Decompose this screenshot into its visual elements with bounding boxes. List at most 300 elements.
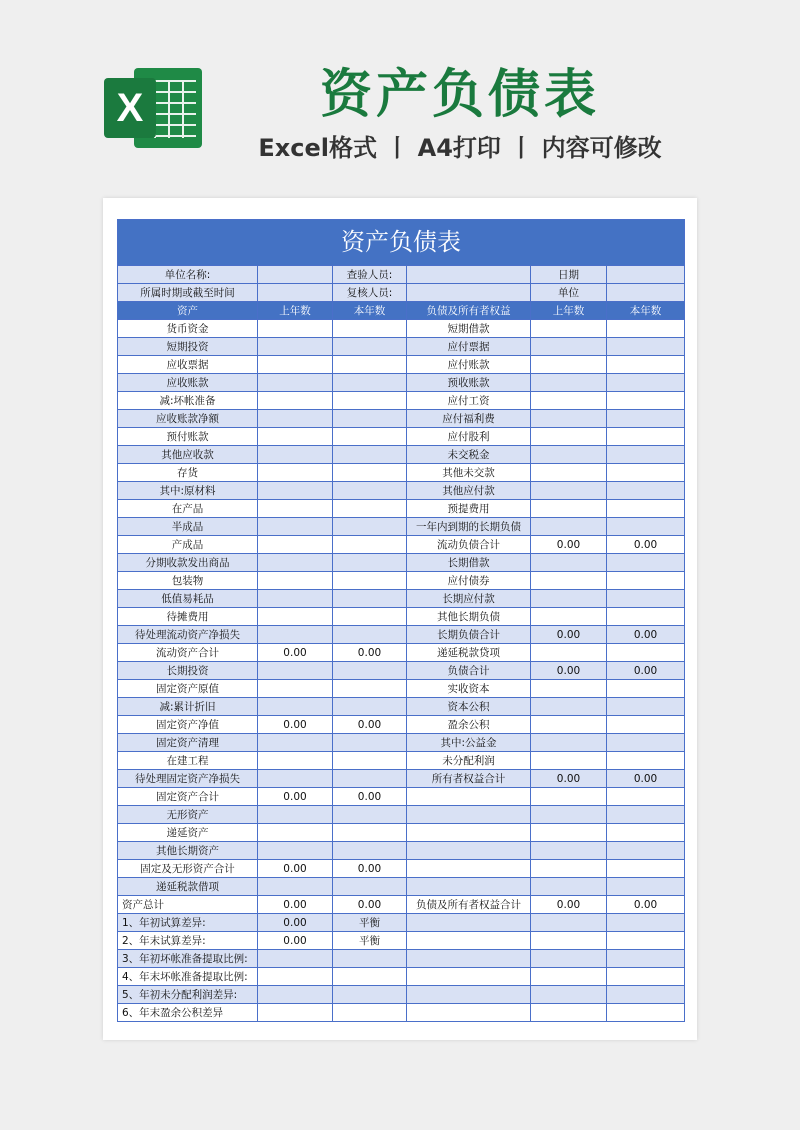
table-cell[interactable] (258, 464, 333, 482)
table-cell[interactable]: 其他长期负债 (407, 608, 531, 626)
table-row (118, 950, 685, 968)
table-cell[interactable]: 0.00 (333, 788, 407, 806)
table-cell[interactable] (258, 554, 333, 572)
table-cell[interactable] (607, 842, 685, 860)
table-cell[interactable] (258, 482, 333, 500)
table-cell[interactable]: 0.00 (607, 770, 685, 788)
table-cell[interactable]: 0.00 (607, 536, 685, 554)
table-cell[interactable]: 0.00 (333, 716, 407, 734)
table-row (118, 536, 685, 554)
table-cell[interactable] (607, 788, 685, 806)
table-cell[interactable] (258, 626, 333, 644)
table-cell[interactable] (333, 608, 407, 626)
column-header-row (118, 302, 685, 320)
table-cell[interactable] (333, 356, 407, 374)
table-cell[interactable] (531, 446, 607, 464)
table-cell[interactable]: 应付工资 (407, 392, 531, 410)
table-cell[interactable] (607, 914, 685, 932)
table-cell[interactable]: 0.00 (531, 626, 607, 644)
table-cell[interactable] (333, 446, 407, 464)
table-cell[interactable] (531, 734, 607, 752)
table-cell[interactable]: 0.00 (607, 626, 685, 644)
table-cell[interactable] (607, 428, 685, 446)
table-cell[interactable] (333, 842, 407, 860)
table-cell[interactable]: 待处理流动资产净损失 (118, 626, 258, 644)
table-cell[interactable]: 低值易耗品 (118, 590, 258, 608)
table-cell[interactable] (531, 752, 607, 770)
table-cell[interactable] (407, 950, 531, 968)
table-cell[interactable] (607, 968, 685, 986)
table-cell[interactable] (258, 986, 333, 1004)
table-cell[interactable] (333, 770, 407, 788)
table-cell[interactable]: 减:累计折旧 (118, 698, 258, 716)
table-cell[interactable] (333, 698, 407, 716)
table-cell[interactable]: 0.00 (258, 716, 333, 734)
table-cell[interactable] (407, 824, 531, 842)
table-cell[interactable] (607, 644, 685, 662)
table-cell[interactable] (407, 968, 531, 986)
table-cell[interactable] (333, 662, 407, 680)
table-cell[interactable] (333, 752, 407, 770)
table-cell[interactable]: 0.00 (531, 770, 607, 788)
table-cell[interactable]: 0.00 (258, 932, 333, 950)
table-cell[interactable] (333, 986, 407, 1004)
table-cell[interactable]: 货币资金 (118, 320, 258, 338)
template-header (0, 0, 800, 190)
table-cell[interactable] (531, 860, 607, 878)
table-cell[interactable]: 5、年初未分配利润差异: (118, 986, 258, 1004)
table-row (118, 734, 685, 752)
table-cell[interactable] (531, 680, 607, 698)
table-cell[interactable] (531, 410, 607, 428)
table-cell[interactable]: 平衡 (333, 914, 407, 932)
table-cell[interactable] (607, 410, 685, 428)
table-row (118, 590, 685, 608)
table-cell[interactable]: 所属时期或截至时间 (118, 284, 258, 302)
table-cell[interactable] (531, 842, 607, 860)
table-row (118, 644, 685, 662)
table-cell[interactable]: 预提费用 (407, 500, 531, 518)
table-cell[interactable]: 一年内到期的长期负债 (407, 518, 531, 536)
table-cell[interactable] (531, 698, 607, 716)
table-cell[interactable]: 无形资产 (118, 806, 258, 824)
table-row (118, 770, 685, 788)
table-cell[interactable]: 半成品 (118, 518, 258, 536)
table-cell[interactable] (258, 266, 333, 284)
table-cell[interactable]: 本年数 (607, 302, 685, 320)
table-cell[interactable]: 0.00 (258, 788, 333, 806)
table-row (118, 554, 685, 572)
table-cell[interactable]: 0.00 (607, 662, 685, 680)
table-cell[interactable]: 资产 (118, 302, 258, 320)
table-cell[interactable] (407, 266, 531, 284)
table-cell[interactable]: 平衡 (333, 932, 407, 950)
table-cell[interactable] (531, 320, 607, 338)
table-cell[interactable] (607, 320, 685, 338)
table-cell[interactable]: 0.00 (531, 536, 607, 554)
table-cell[interactable] (531, 806, 607, 824)
table-row (118, 500, 685, 518)
table-cell[interactable] (531, 878, 607, 896)
table-cell[interactable] (607, 716, 685, 734)
table-cell[interactable] (258, 950, 333, 968)
table-cell[interactable] (333, 500, 407, 518)
table-cell[interactable]: 1、年初试算差异: (118, 914, 258, 932)
table-cell[interactable] (607, 932, 685, 950)
table-cell[interactable] (333, 464, 407, 482)
table-cell[interactable] (258, 608, 333, 626)
table-cell[interactable] (258, 356, 333, 374)
table-row (118, 680, 685, 698)
table-cell[interactable] (258, 752, 333, 770)
table-cell[interactable]: 0.00 (531, 896, 607, 914)
table-cell[interactable] (531, 338, 607, 356)
meta-row (118, 284, 685, 302)
balance-sheet-table (117, 219, 685, 1022)
table-cell[interactable] (607, 500, 685, 518)
table-cell[interactable]: 减:坏帐准备 (118, 392, 258, 410)
table-cell[interactable] (531, 1004, 607, 1022)
table-cell[interactable] (258, 698, 333, 716)
table-cell[interactable] (607, 284, 685, 302)
table-cell[interactable] (333, 950, 407, 968)
table-cell[interactable] (531, 608, 607, 626)
table-cell[interactable]: 其中:公益金 (407, 734, 531, 752)
table-cell[interactable] (607, 608, 685, 626)
table-cell[interactable] (258, 734, 333, 752)
table-cell[interactable] (258, 842, 333, 860)
table-cell[interactable]: 负债合计 (407, 662, 531, 680)
table-cell[interactable]: 0.00 (258, 896, 333, 914)
table-cell[interactable] (333, 482, 407, 500)
table-cell[interactable] (333, 554, 407, 572)
table-cell[interactable]: 递延资产 (118, 824, 258, 842)
table-cell[interactable]: 查验人员: (333, 266, 407, 284)
table-cell[interactable] (531, 482, 607, 500)
table-cell[interactable] (333, 824, 407, 842)
table-cell[interactable]: 上年数 (258, 302, 333, 320)
table-cell[interactable] (607, 518, 685, 536)
table-cell[interactable] (607, 554, 685, 572)
table-cell[interactable]: 分期收款发出商品 (118, 554, 258, 572)
sheet-title-row (118, 220, 685, 266)
table-cell[interactable] (607, 590, 685, 608)
table-cell[interactable] (531, 374, 607, 392)
table-cell[interactable]: 递延税款贷项 (407, 644, 531, 662)
table-cell[interactable]: 6、年末盈余公积差异 (118, 1004, 258, 1022)
table-row (118, 482, 685, 500)
table-cell[interactable] (258, 392, 333, 410)
table-cell[interactable] (607, 698, 685, 716)
table-cell[interactable] (607, 824, 685, 842)
table-cell[interactable] (333, 680, 407, 698)
table-cell[interactable] (258, 284, 333, 302)
table-cell[interactable] (258, 680, 333, 698)
table-cell[interactable]: 单位名称: (118, 266, 258, 284)
table-row (118, 806, 685, 824)
table-cell[interactable] (258, 824, 333, 842)
table-cell[interactable]: 3、年初坏帐准备提取比例: (118, 950, 258, 968)
table-cell[interactable] (258, 590, 333, 608)
table-cell[interactable] (531, 716, 607, 734)
table-cell[interactable]: 待处理固定资产净损失 (118, 770, 258, 788)
table-cell[interactable]: 应付债券 (407, 572, 531, 590)
table-cell[interactable] (607, 806, 685, 824)
table-cell[interactable]: 其他未交款 (407, 464, 531, 482)
excel-logo-icon (104, 60, 204, 156)
logo-badge: X (104, 78, 156, 138)
table-cell[interactable]: 0.00 (333, 644, 407, 662)
table-row (118, 356, 685, 374)
table-cell[interactable] (607, 392, 685, 410)
table-cell[interactable] (258, 320, 333, 338)
table-cell[interactable]: 盈余公积 (407, 716, 531, 734)
table-cell[interactable] (333, 878, 407, 896)
table-cell[interactable] (258, 806, 333, 824)
table-cell[interactable]: 在建工程 (118, 752, 258, 770)
table-cell[interactable]: 其他应付款 (407, 482, 531, 500)
table-cell[interactable] (258, 428, 333, 446)
table-cell[interactable] (531, 932, 607, 950)
table-cell[interactable] (407, 1004, 531, 1022)
table-row (118, 698, 685, 716)
table-row (118, 914, 685, 932)
table-cell[interactable] (607, 752, 685, 770)
table-cell[interactable]: 上年数 (531, 302, 607, 320)
table-cell[interactable] (333, 968, 407, 986)
table-cell[interactable]: 应收票据 (118, 356, 258, 374)
table-cell[interactable] (607, 950, 685, 968)
table-cell[interactable] (607, 446, 685, 464)
table-cell[interactable] (333, 536, 407, 554)
table-cell[interactable] (258, 446, 333, 464)
table-cell[interactable] (607, 338, 685, 356)
meta-row (118, 266, 685, 284)
table-cell[interactable]: 预收账款 (407, 374, 531, 392)
table-cell[interactable] (607, 986, 685, 1004)
table-cell[interactable] (333, 374, 407, 392)
table-cell[interactable] (607, 860, 685, 878)
table-cell[interactable]: 负债及所有者权益合计 (407, 896, 531, 914)
page-subtitle: Excel格式 丨 A4打印 丨 内容可修改 (258, 134, 662, 162)
table-row (118, 518, 685, 536)
table-cell[interactable] (607, 482, 685, 500)
table-cell[interactable] (258, 572, 333, 590)
table-cell[interactable]: 其中:原材料 (118, 482, 258, 500)
table-cell[interactable] (258, 536, 333, 554)
table-cell[interactable]: 负债及所有者权益 (407, 302, 531, 320)
table-row (118, 410, 685, 428)
table-cell[interactable]: 0.00 (531, 662, 607, 680)
table-cell[interactable]: 短期借款 (407, 320, 531, 338)
table-cell[interactable]: 0.00 (258, 914, 333, 932)
table-cell[interactable] (407, 986, 531, 1004)
table-cell[interactable] (607, 1004, 685, 1022)
table-cell[interactable]: 固定及无形资产合计 (118, 860, 258, 878)
table-cell[interactable]: 其他应收款 (118, 446, 258, 464)
sheet-body (118, 220, 685, 1022)
logo-grid (154, 80, 196, 138)
table-cell[interactable]: 2、年末试算差异: (118, 932, 258, 950)
table-row (118, 392, 685, 410)
table-cell[interactable]: 产成品 (118, 536, 258, 554)
table-cell[interactable] (531, 428, 607, 446)
table-cell[interactable] (607, 266, 685, 284)
table-cell[interactable] (407, 842, 531, 860)
table-cell[interactable] (333, 518, 407, 536)
table-cell[interactable] (333, 338, 407, 356)
table-cell[interactable] (258, 878, 333, 896)
table-row (118, 320, 685, 338)
table-cell[interactable]: 资产总计 (118, 896, 258, 914)
table-cell[interactable] (607, 464, 685, 482)
table-cell[interactable]: 长期负债合计 (407, 626, 531, 644)
table-cell[interactable]: 固定资产原值 (118, 680, 258, 698)
table-cell[interactable] (531, 644, 607, 662)
table-cell[interactable]: 4、年末坏帐准备提取比例: (118, 968, 258, 986)
table-cell[interactable]: 单位 (531, 284, 607, 302)
table-cell[interactable] (407, 878, 531, 896)
table-cell[interactable] (333, 1004, 407, 1022)
table-cell[interactable] (333, 572, 407, 590)
table-cell[interactable]: 固定资产合计 (118, 788, 258, 806)
table-cell[interactable]: 应付账款 (407, 356, 531, 374)
table-cell[interactable]: 其他长期资产 (118, 842, 258, 860)
table-cell[interactable] (407, 860, 531, 878)
table-cell[interactable] (531, 572, 607, 590)
table-row (118, 716, 685, 734)
table-cell[interactable] (607, 374, 685, 392)
table-cell[interactable]: 长期借款 (407, 554, 531, 572)
table-cell[interactable] (258, 662, 333, 680)
table-cell[interactable] (607, 878, 685, 896)
table-row (118, 1004, 685, 1022)
table-cell[interactable] (258, 518, 333, 536)
table-cell[interactable] (531, 950, 607, 968)
table-row (118, 878, 685, 896)
table-cell[interactable] (407, 806, 531, 824)
table-cell[interactable] (258, 500, 333, 518)
table-cell[interactable] (258, 770, 333, 788)
table-cell[interactable] (258, 968, 333, 986)
table-cell[interactable] (407, 932, 531, 950)
table-cell[interactable]: 固定资产清理 (118, 734, 258, 752)
table-cell[interactable] (258, 338, 333, 356)
table-cell[interactable] (333, 626, 407, 644)
table-cell[interactable] (531, 500, 607, 518)
table-cell[interactable]: 包装物 (118, 572, 258, 590)
table-cell[interactable]: 应付福利费 (407, 410, 531, 428)
table-cell[interactable] (607, 356, 685, 374)
sheet-title: 资产负债表 (118, 220, 685, 266)
table-cell[interactable]: 应付票据 (407, 338, 531, 356)
table-cell[interactable] (607, 734, 685, 752)
table-cell[interactable] (531, 356, 607, 374)
table-cell[interactable]: 资本公积 (407, 698, 531, 716)
page-title: 资产负债表 (319, 65, 600, 125)
table-cell[interactable]: 待摊费用 (118, 608, 258, 626)
table-row (118, 662, 685, 680)
table-cell[interactable]: 递延税款借项 (118, 878, 258, 896)
table-cell[interactable] (607, 572, 685, 590)
table-cell[interactable] (531, 554, 607, 572)
table-cell[interactable] (333, 428, 407, 446)
table-cell[interactable]: 长期投资 (118, 662, 258, 680)
table-cell[interactable] (333, 392, 407, 410)
table-cell[interactable] (531, 590, 607, 608)
table-row (118, 446, 685, 464)
table-cell[interactable]: 在产品 (118, 500, 258, 518)
table-cell[interactable] (333, 410, 407, 428)
table-cell[interactable] (607, 680, 685, 698)
table-cell[interactable] (407, 914, 531, 932)
table-row (118, 968, 685, 986)
table-cell[interactable] (333, 590, 407, 608)
table-cell[interactable] (258, 1004, 333, 1022)
table-cell[interactable] (531, 464, 607, 482)
table-cell[interactable]: 0.00 (607, 896, 685, 914)
table-cell[interactable] (531, 392, 607, 410)
table-row (118, 788, 685, 806)
table-cell[interactable]: 固定资产净值 (118, 716, 258, 734)
table-cell[interactable]: 0.00 (333, 896, 407, 914)
table-cell[interactable] (258, 374, 333, 392)
table-cell[interactable]: 未交税金 (407, 446, 531, 464)
table-cell[interactable] (531, 914, 607, 932)
table-row (118, 932, 685, 950)
table-cell[interactable]: 0.00 (333, 860, 407, 878)
table-cell[interactable] (333, 734, 407, 752)
table-cell[interactable]: 流动负债合计 (407, 536, 531, 554)
table-cell[interactable] (531, 824, 607, 842)
table-row (118, 860, 685, 878)
table-cell[interactable] (531, 986, 607, 1004)
table-cell[interactable]: 长期应付款 (407, 590, 531, 608)
table-row (118, 428, 685, 446)
table-cell[interactable]: 本年数 (333, 302, 407, 320)
table-row (118, 572, 685, 590)
table-cell[interactable] (407, 284, 531, 302)
table-cell[interactable]: 应付股利 (407, 428, 531, 446)
table-cell[interactable]: 流动资产合计 (118, 644, 258, 662)
table-cell[interactable]: 应收账款 (118, 374, 258, 392)
table-cell[interactable] (333, 806, 407, 824)
table-cell[interactable]: 未分配利润 (407, 752, 531, 770)
table-row (118, 626, 685, 644)
table-cell[interactable]: 实收资本 (407, 680, 531, 698)
table-row (118, 896, 685, 914)
table-cell[interactable] (531, 788, 607, 806)
table-cell[interactable]: 0.00 (258, 860, 333, 878)
table-row (118, 608, 685, 626)
table-cell[interactable] (258, 410, 333, 428)
table-cell[interactable] (333, 320, 407, 338)
table-cell[interactable]: 存货 (118, 464, 258, 482)
table-cell[interactable]: 所有者权益合计 (407, 770, 531, 788)
table-cell[interactable]: 应收账款净额 (118, 410, 258, 428)
table-row (118, 752, 685, 770)
table-cell[interactable]: 日期 (531, 266, 607, 284)
table-row (118, 986, 685, 1004)
table-cell[interactable]: 短期投资 (118, 338, 258, 356)
table-cell[interactable] (531, 518, 607, 536)
table-cell[interactable]: 复核人员: (333, 284, 407, 302)
table-cell[interactable]: 0.00 (258, 644, 333, 662)
table-cell[interactable] (407, 788, 531, 806)
table-cell[interactable] (531, 968, 607, 986)
table-row (118, 464, 685, 482)
table-cell[interactable]: 预付账款 (118, 428, 258, 446)
